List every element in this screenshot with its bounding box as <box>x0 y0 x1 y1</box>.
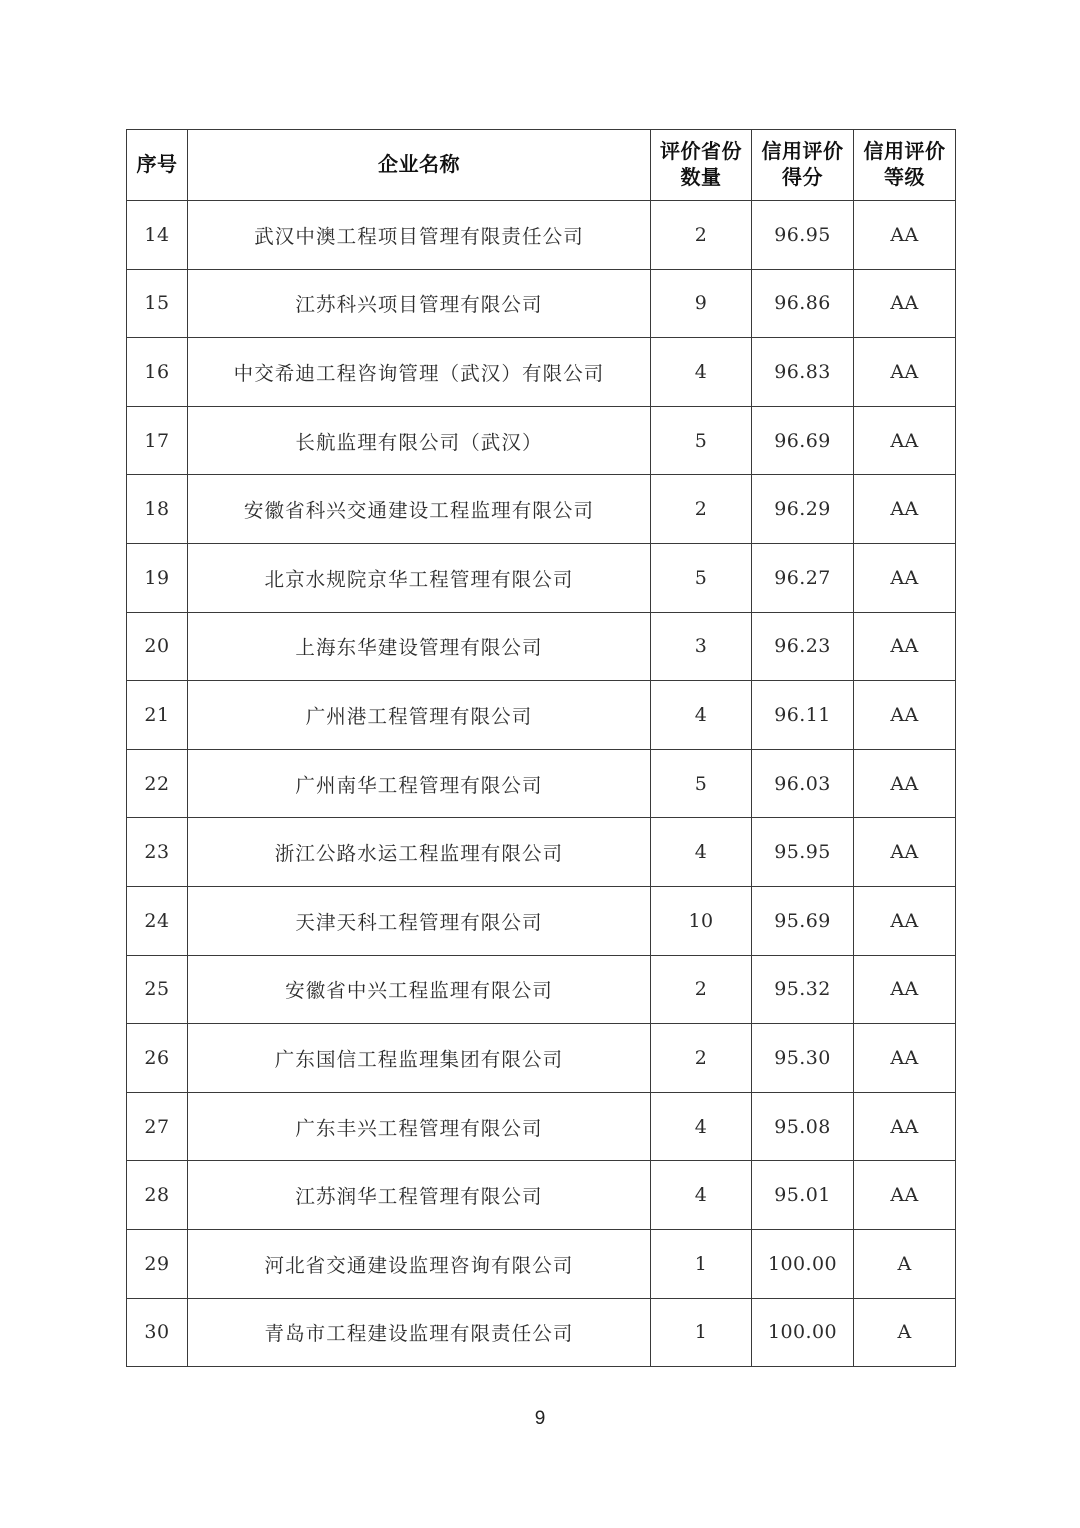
column-header-credit-score-line-1: 信用评价 <box>761 139 844 164</box>
table-row <box>127 955 956 1024</box>
cell-index: 20 <box>127 612 188 681</box>
cell-credit-grade: AA <box>854 955 956 1024</box>
cell-company-name: 浙江公路水运工程监理有限公司 <box>188 818 651 887</box>
cell-credit-grade: AA <box>854 886 956 955</box>
cell-province-count: 10 <box>651 886 752 955</box>
table-row <box>127 338 956 407</box>
cell-company-name: 青岛市工程建设监理有限责任公司 <box>188 1298 651 1367</box>
table-header-row <box>127 130 956 201</box>
cell-index: 16 <box>127 338 188 407</box>
cell-company-name: 广东丰兴工程管理有限公司 <box>188 1092 651 1161</box>
cell-company-name: 广州南华工程管理有限公司 <box>188 749 651 818</box>
cell-company-name: 广东国信工程监理集团有限公司 <box>188 1024 651 1093</box>
cell-credit-score: 95.08 <box>752 1092 854 1161</box>
cell-company-name: 江苏科兴项目管理有限公司 <box>188 269 651 338</box>
cell-province-count: 4 <box>651 1092 752 1161</box>
column-header-credit-score <box>752 130 854 201</box>
table-row <box>127 1024 956 1093</box>
table-row <box>127 406 956 475</box>
column-header-index-line-1: 序号 <box>136 152 178 177</box>
cell-index: 26 <box>127 1024 188 1093</box>
table-row <box>127 749 956 818</box>
table-row <box>127 1229 956 1298</box>
cell-index: 28 <box>127 1161 188 1230</box>
table-row <box>127 886 956 955</box>
cell-company-name: 天津天科工程管理有限公司 <box>188 886 651 955</box>
cell-credit-grade: AA <box>854 269 956 338</box>
cell-index: 14 <box>127 201 188 270</box>
cell-credit-grade: AA <box>854 612 956 681</box>
cell-credit-grade: AA <box>854 1024 956 1093</box>
credit-evaluation-table-container <box>126 129 955 1367</box>
cell-credit-grade: AA <box>854 406 956 475</box>
cell-credit-score: 96.95 <box>752 201 854 270</box>
cell-credit-grade: AA <box>854 818 956 887</box>
page-number: 9 <box>534 1408 546 1429</box>
cell-credit-grade: A <box>854 1229 956 1298</box>
cell-company-name: 广州港工程管理有限公司 <box>188 681 651 750</box>
cell-province-count: 4 <box>651 818 752 887</box>
cell-credit-score: 96.23 <box>752 612 854 681</box>
cell-province-count: 2 <box>651 201 752 270</box>
table-row <box>127 201 956 270</box>
column-header-company-name-line-1: 企业名称 <box>378 152 460 177</box>
table-row <box>127 269 956 338</box>
cell-province-count: 4 <box>651 1161 752 1230</box>
column-header-province-count <box>651 130 752 201</box>
table-row <box>127 475 956 544</box>
column-header-province-count-line-1: 评价省份 <box>660 139 742 164</box>
cell-province-count: 2 <box>651 1024 752 1093</box>
cell-credit-grade: AA <box>854 1161 956 1230</box>
cell-index: 22 <box>127 749 188 818</box>
column-header-province-count-line-2: 数量 <box>680 165 722 189</box>
cell-company-name: 河北省交通建设监理咨询有限公司 <box>188 1229 651 1298</box>
cell-credit-grade: AA <box>854 475 956 544</box>
cell-province-count: 4 <box>651 338 752 407</box>
cell-index: 17 <box>127 406 188 475</box>
cell-credit-grade: AA <box>854 749 956 818</box>
cell-credit-score: 96.83 <box>752 338 854 407</box>
cell-index: 25 <box>127 955 188 1024</box>
cell-index: 27 <box>127 1092 188 1161</box>
table-row <box>127 1161 956 1230</box>
cell-credit-score: 100.00 <box>752 1229 854 1298</box>
cell-credit-score: 95.95 <box>752 818 854 887</box>
cell-credit-grade: AA <box>854 338 956 407</box>
cell-credit-score: 96.69 <box>752 406 854 475</box>
cell-credit-grade: AA <box>854 543 956 612</box>
cell-company-name: 江苏润华工程管理有限公司 <box>188 1161 651 1230</box>
column-header-credit-grade-line-1: 信用评价 <box>863 139 946 164</box>
cell-index: 19 <box>127 543 188 612</box>
cell-company-name: 中交希迪工程咨询管理（武汉）有限公司 <box>188 338 651 407</box>
cell-province-count: 3 <box>651 612 752 681</box>
cell-credit-score: 95.30 <box>752 1024 854 1093</box>
table-row <box>127 1092 956 1161</box>
column-header-company-name <box>188 130 651 201</box>
cell-credit-score: 95.01 <box>752 1161 854 1230</box>
cell-company-name: 武汉中澳工程项目管理有限责任公司 <box>188 201 651 270</box>
cell-index: 24 <box>127 886 188 955</box>
cell-credit-grade: AA <box>854 681 956 750</box>
cell-province-count: 1 <box>651 1229 752 1298</box>
cell-company-name: 上海东华建设管理有限公司 <box>188 612 651 681</box>
table-row <box>127 612 956 681</box>
cell-index: 18 <box>127 475 188 544</box>
column-header-index <box>127 130 188 201</box>
cell-province-count: 5 <box>651 749 752 818</box>
cell-credit-score: 95.32 <box>752 955 854 1024</box>
cell-index: 30 <box>127 1298 188 1367</box>
table-body <box>127 201 956 1367</box>
cell-credit-grade: A <box>854 1298 956 1367</box>
cell-province-count: 5 <box>651 543 752 612</box>
table-row <box>127 818 956 887</box>
column-header-credit-grade-line-2: 等级 <box>884 165 925 189</box>
cell-credit-grade: AA <box>854 201 956 270</box>
cell-province-count: 2 <box>651 955 752 1024</box>
cell-company-name: 北京水规院京华工程管理有限公司 <box>188 543 651 612</box>
cell-credit-grade: AA <box>854 1092 956 1161</box>
column-header-credit-score-line-2: 得分 <box>782 165 823 189</box>
table-header <box>127 130 956 201</box>
cell-credit-score: 96.11 <box>752 681 854 750</box>
cell-index: 23 <box>127 818 188 887</box>
cell-province-count: 5 <box>651 406 752 475</box>
cell-company-name: 长航监理有限公司（武汉） <box>188 406 651 475</box>
cell-credit-score: 96.27 <box>752 543 854 612</box>
cell-credit-score: 100.00 <box>752 1298 854 1367</box>
cell-province-count: 4 <box>651 681 752 750</box>
cell-index: 21 <box>127 681 188 750</box>
cell-province-count: 1 <box>651 1298 752 1367</box>
table-row <box>127 1298 956 1367</box>
cell-index: 15 <box>127 269 188 338</box>
cell-company-name: 安徽省中兴工程监理有限公司 <box>188 955 651 1024</box>
cell-credit-score: 96.03 <box>752 749 854 818</box>
cell-province-count: 9 <box>651 269 752 338</box>
table-row <box>127 681 956 750</box>
cell-credit-score: 95.69 <box>752 886 854 955</box>
column-header-credit-grade <box>854 130 956 201</box>
cell-credit-score: 96.86 <box>752 269 854 338</box>
cell-company-name: 安徽省科兴交通建设工程监理有限公司 <box>188 475 651 544</box>
cell-province-count: 2 <box>651 475 752 544</box>
cell-index: 29 <box>127 1229 188 1298</box>
cell-credit-score: 96.29 <box>752 475 854 544</box>
credit-evaluation-table <box>126 129 956 1367</box>
table-row <box>127 543 956 612</box>
